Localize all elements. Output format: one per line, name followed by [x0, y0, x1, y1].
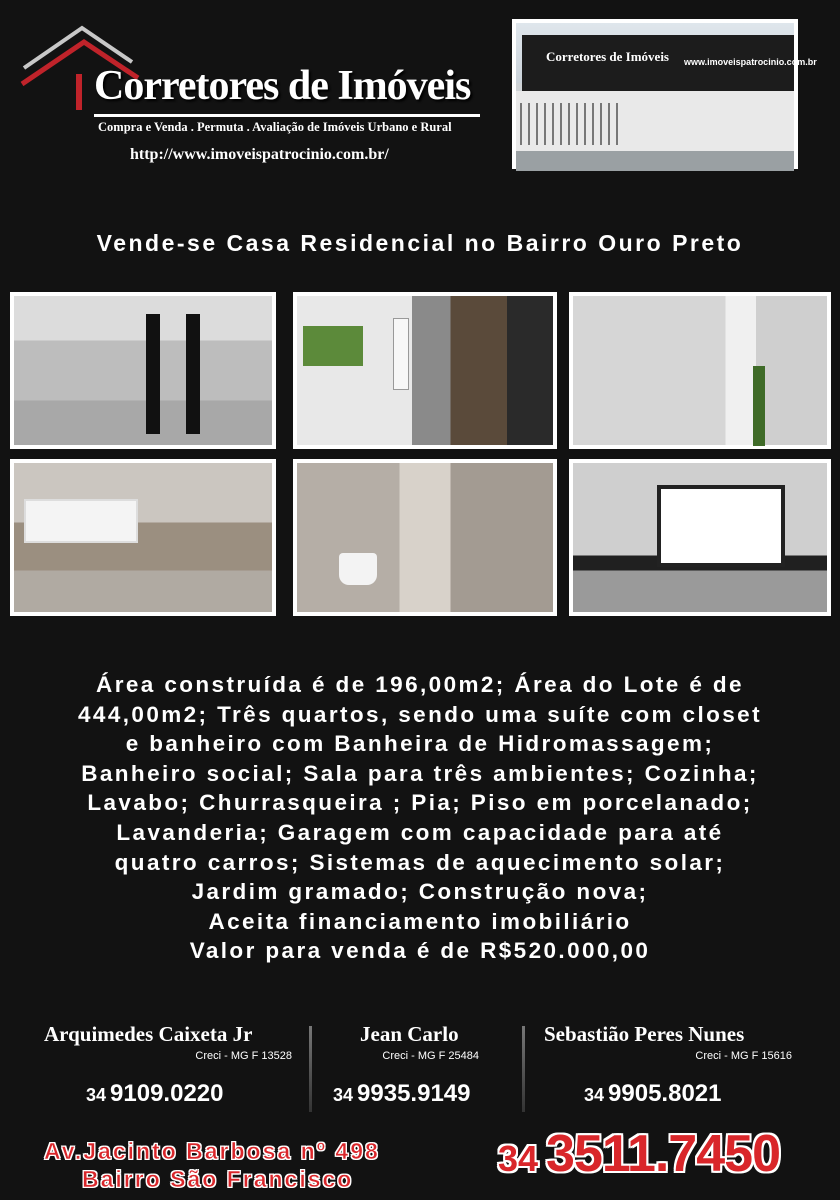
agent-phone-number: 9905.8021 [608, 1080, 722, 1107]
agent-phone[interactable] [86, 1080, 223, 1108]
property-photo-bathroom[interactable] [293, 459, 557, 616]
description-line: 444,00m2; Três quartos, sendo uma suíte com closet [78, 701, 762, 727]
property-photo-corridor[interactable] [569, 292, 831, 449]
property-photo-kitchen[interactable] [569, 459, 831, 616]
agent-phone[interactable] [333, 1080, 470, 1108]
agent-name: Arquimedes Caixeta Jr [44, 1022, 253, 1046]
agent-name: Jean Carlo [360, 1022, 459, 1046]
description-line: e banheiro com Banheira de Hidromassagem; [125, 731, 715, 757]
brand-url-link[interactable]: http://www.imoveispatrocinio.com.br/ [130, 146, 389, 163]
agent-phone[interactable] [584, 1080, 721, 1108]
agent-phone-number: 9935.9149 [357, 1080, 471, 1107]
main-phone-number: 3511.7450 [546, 1125, 780, 1183]
property-photo-bathtub[interactable] [10, 459, 276, 616]
property-description [0, 670, 840, 966]
agent-phone-ddd: 34 [86, 1085, 107, 1105]
storefront-sign-title: Corretores de Imóveis [546, 49, 669, 64]
brand-subtitle: Compra e Venda . Permuta . Avaliação de Imóveis Urbano e Rural [98, 120, 452, 134]
page-headline: Vende-se Casa Residencial no Bairro Ouro Preto [96, 230, 744, 256]
property-photo-patio[interactable] [293, 292, 557, 449]
agent-creci: Creci - MG F 25484 [382, 1050, 479, 1062]
agent-phone-ddd: 34 [584, 1085, 605, 1105]
office-address-district: Bairro São Francisco [82, 1166, 354, 1192]
agent-name: Sebastião Peres Nunes [544, 1022, 745, 1046]
description-line: quatro carros; Sistemas de aquecimento solar; [114, 849, 726, 875]
description-line: Lavanderia; Garagem com capacidade para até [116, 819, 724, 845]
storefront-sign-url: www.imoveispatrocinio.com.br [684, 57, 817, 67]
description-line: Valor para venda é de R$520.000,00 [189, 938, 651, 964]
brand-title: Corretores de Imóveis [94, 63, 471, 109]
office-address-street: Av.Jacinto Barbosa nº 498 [44, 1138, 380, 1164]
storefront-photo [512, 19, 817, 169]
property-photo-facade[interactable] [10, 292, 276, 449]
agent-creci: Creci - MG F 15616 [695, 1050, 792, 1062]
description-line: Aceita financiamento imobiliário [208, 908, 632, 934]
agent-creci: Creci - MG F 13528 [195, 1050, 292, 1062]
description-line: Lavabo; Churrasqueira ; Pia; Piso em porcelanado; [87, 790, 753, 816]
description-line: Banheiro social; Sala para três ambientes; Cozinha; [81, 760, 759, 786]
main-phone[interactable] [498, 1124, 780, 1184]
main-phone-ddd: 34 [498, 1138, 539, 1179]
agent-divider [522, 1026, 525, 1112]
agent-divider [309, 1026, 312, 1112]
agent-phone-number: 9109.0220 [110, 1080, 224, 1107]
description-line: Área construída é de 196,00m2; Área do Lote é de [96, 672, 744, 697]
description-line: Jardim gramado; Construção nova; [191, 879, 649, 905]
brand-underline [94, 114, 480, 117]
agent-phone-ddd: 34 [333, 1085, 354, 1105]
